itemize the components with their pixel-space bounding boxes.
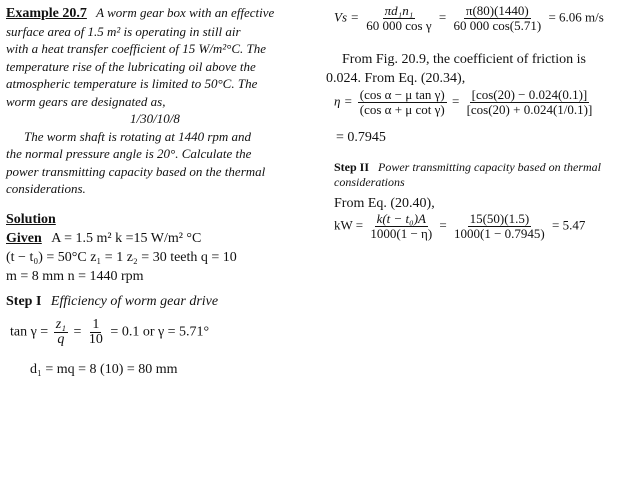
eta-lhs: η = — [334, 93, 353, 109]
efficiency-result: = 0.7945 — [336, 130, 386, 145]
vs-lhs: Vs = — [334, 9, 360, 25]
friction-line: 0.024. From Eq. (20.34), — [326, 71, 466, 86]
eta-fraction-2 — [465, 88, 595, 117]
tan-fraction-2 — [87, 318, 105, 347]
vs-fraction-1-num: πd₁n₁ — [384, 3, 414, 18]
tan-fraction-2-num: 1 — [92, 317, 100, 332]
vs-rhs: = 6.06 m/s — [548, 9, 604, 25]
friction-text — [326, 50, 634, 88]
tan-lhs: tan γ = — [10, 324, 49, 340]
step2-title-cont: considerations — [334, 175, 405, 189]
given-values-1: A = 1.5 m² k =15 W/m² °C — [51, 231, 202, 246]
example-line: with a heat transfer coefficient of 15 W/m²°C. The — [6, 41, 267, 56]
tan-rhs: = 0.1 or γ = 5.71° — [110, 324, 210, 340]
example-line: surface area of 1.5 m² is operating in still air — [6, 23, 241, 39]
step1-title: Efficiency of worm gear drive — [50, 294, 219, 309]
vs-fraction-1-den: 60 000 cos γ — [366, 18, 432, 33]
eta-fraction-1-den: (cos α + μ cot γ) — [359, 102, 445, 117]
worm-designation: 1/30/10/8 — [130, 111, 180, 126]
step2-label: Step II — [334, 160, 370, 174]
friction-line: From Fig. 20.9, the coefficient of friction is — [342, 52, 586, 67]
given-label: Given — [6, 231, 42, 246]
given-values-2: (t − t₀) = 50°C z₁ = 1 z₂ = 30 teeth q = 10 — [6, 250, 237, 265]
kw-fraction-1-num: k(t − t₀)A — [376, 211, 426, 226]
step1-heading — [6, 292, 316, 311]
example-line: worm gears are designated as, — [6, 93, 166, 109]
d1-equation: d₁ = mq = 8 (10) = 80 mm — [30, 362, 178, 377]
tan-gamma-equation: tan γ = $\frac{\text{z₁}}{q}$ = $\frac{1}{10}$ = 0.1 or γ = 5.71° — [10, 317, 210, 347]
solution-heading: Solution — [6, 212, 56, 227]
tan-fraction-2-den: 10 — [88, 332, 103, 347]
kw-fraction-2 — [452, 212, 547, 241]
step2-heading — [334, 160, 634, 175]
power-equation: kW = $\frac{\text{k(t − t₀)A}}{1000(1 - \eta)}$ = $\frac{15(50)(1.5)}{1000(1 - 0.7945)}$ = 5.47 — [334, 211, 586, 241]
eq-reference: From Eq. (20.40), — [334, 196, 435, 211]
tan-fraction-1-num: z₁ — [55, 317, 67, 332]
kw-fraction-2-den: 1000(1 − 0.7945) — [454, 226, 545, 241]
example-line: atmospheric temperature is limited to 50°C. The — [6, 76, 258, 91]
kw-fraction-1-den: 1000(1 − η) — [370, 226, 433, 241]
eta-fraction-1 — [358, 88, 447, 117]
given-values-3: m = 8 mm n = 1440 rpm — [6, 269, 144, 284]
kw-fraction-2-num: 15(50)(1.5) — [469, 211, 530, 226]
example-para2-line: The worm shaft is rotating at 1440 rpm and — [24, 128, 252, 144]
solution-section — [6, 210, 316, 311]
eta-fraction-2-den: [cos(20) + 0.024(1/0.1)] — [466, 102, 593, 117]
tan-fraction-1 — [54, 318, 68, 347]
step2-title: Power transmitting capacity based on thermal — [378, 160, 601, 174]
example-lead: A worm gear box with an effective — [96, 5, 275, 20]
example-statement — [6, 4, 306, 198]
vs-fraction-2-num: π(80)(1440) — [465, 3, 529, 18]
example-para2-line: the normal pressure angle is 20°. Calculate the — [6, 146, 252, 161]
vs-fraction-2-den: 60 000 cos(5.71) — [453, 18, 542, 33]
vs-equation: Vs = $\frac{\text{πd₁n₁}}{\text{60 000 cos γ}}$ = $\frac{\pi(80)(1440)}{60 000 \cos(5.71)}$ = 6.06 m/s — [334, 3, 604, 33]
eta-fraction-2-num: [cos(20) − 0.024(0.1)] — [471, 87, 588, 102]
tan-fraction-1-den: q — [57, 332, 65, 347]
vs-fraction-1 — [364, 4, 433, 33]
step1-label: Step I — [6, 294, 42, 309]
eta-fraction-1-num: (cos α − μ tan γ) — [359, 87, 445, 102]
efficiency-equation: η = $\frac{\text{(cos α − μ tan γ)}}{\text{(cos α + μ cot γ)}}$ = $\frac{[\cos(20) - 0.024(0.1)]}{[\cos(20) + 0.024(1/0.1)]}$ — [334, 87, 593, 117]
step2-section — [334, 160, 634, 211]
example-label: Example 20.7 — [6, 6, 87, 21]
example-para2-line: power transmitting capacity based on the thermal — [6, 163, 266, 179]
kw-rhs: = 5.47 — [552, 217, 586, 233]
kw-lhs: kW = — [334, 217, 364, 233]
example-line: temperature rise of the lubricating oil above the — [6, 58, 256, 74]
vs-fraction-2 — [451, 4, 543, 33]
given-line-1 — [6, 229, 316, 248]
kw-fraction-1 — [368, 212, 434, 241]
example-first-line — [6, 4, 306, 23]
example-para2-line: considerations. — [6, 181, 86, 196]
